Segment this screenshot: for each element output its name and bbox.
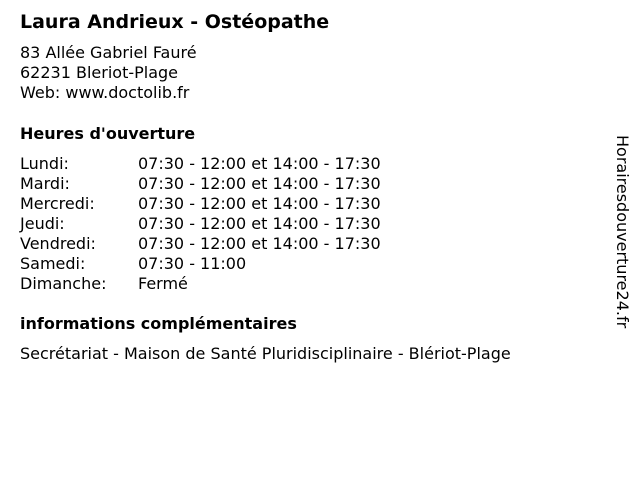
time-value: Fermé xyxy=(138,274,188,293)
day-label: Lundi: xyxy=(20,154,69,173)
address-city: 62231 Bleriot-Plage xyxy=(20,63,179,82)
info-heading: informations complémentaires xyxy=(20,314,297,333)
watermark xyxy=(612,135,632,345)
time-value: 07:30 - 12:00 et 14:00 - 17:30 xyxy=(138,174,381,193)
time-value: 07:30 - 12:00 et 14:00 - 17:30 xyxy=(138,214,381,233)
day-label: Samedi: xyxy=(20,254,86,273)
day-label: Mardi: xyxy=(20,174,70,193)
day-label: Jeudi: xyxy=(20,214,65,233)
address-web: Web: www.doctolib.fr xyxy=(20,83,190,102)
day-label: Mercredi: xyxy=(20,194,95,213)
hours-heading: Heures d'ouverture xyxy=(20,124,196,143)
time-value: 07:30 - 11:00 xyxy=(138,254,247,273)
day-label: Dimanche: xyxy=(20,274,107,293)
page-title: Laura Andrieux - Ostéopathe xyxy=(20,11,330,33)
info-text: Secrétariat - Maison de Santé Pluridisciplinaire - Blériot-Plage xyxy=(20,344,511,363)
address-street: 83 Allée Gabriel Fauré xyxy=(20,43,197,62)
time-value: 07:30 - 12:00 et 14:00 - 17:30 xyxy=(138,234,381,253)
time-value: 07:30 - 12:00 et 14:00 - 17:30 xyxy=(138,194,381,213)
watermark-text: Horairesdouverture24.fr xyxy=(613,135,632,329)
day-label: Vendredi: xyxy=(20,234,96,253)
time-value: 07:30 - 12:00 et 14:00 - 17:30 xyxy=(138,154,381,173)
